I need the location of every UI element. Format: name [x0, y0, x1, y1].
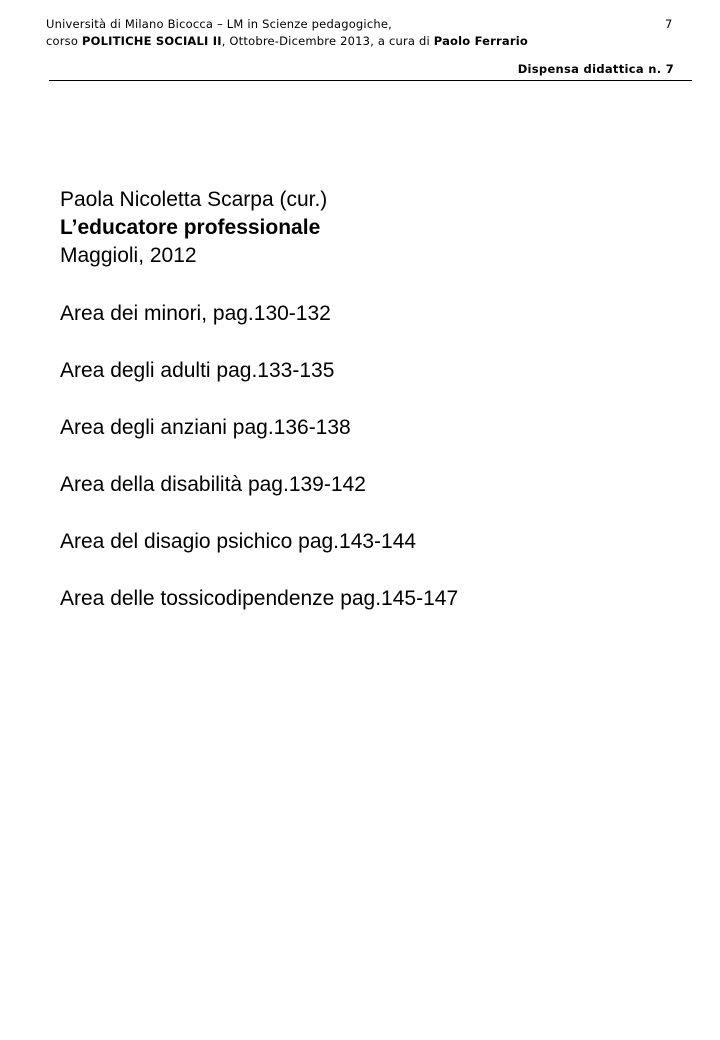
- page-number: 7: [665, 17, 673, 31]
- header-course-name: POLITICHE SOCIALI II: [81, 34, 222, 48]
- area-item: Area dei minori, pag.130-132: [60, 302, 331, 325]
- book-title: L’educatore professionale: [60, 216, 321, 239]
- area-item: Area del disagio psichico pag.143-144: [60, 530, 417, 553]
- header-course-middle: , Ottobre-Dicembre 2013, a cura di: [221, 34, 434, 48]
- header-university-line: Università di Milano Bicocca – LM in Scienze pedagogiche,: [46, 17, 392, 31]
- area-item: Area delle tossicodipendenze pag.145-147: [60, 587, 459, 610]
- page-header: [46, 16, 676, 50]
- document-label: Dispensa didattica n. 7: [517, 62, 674, 76]
- book-publisher: Maggioli, 2012: [60, 244, 197, 267]
- main-content: [60, 186, 458, 642]
- area-item: Area degli adulti pag.133-135: [60, 359, 335, 382]
- header-course-prefix: corso: [46, 34, 82, 48]
- book-author: Paola Nicoletta Scarpa (cur.): [60, 188, 328, 211]
- area-item: Area della disabilità pag.139-142: [60, 473, 366, 496]
- area-list: [60, 300, 458, 613]
- header-course-line: [46, 33, 676, 50]
- area-item: Area degli anziani pag.136-138: [60, 416, 351, 439]
- header-curator: Paolo Ferrario: [433, 34, 528, 48]
- header-divider: [49, 80, 692, 81]
